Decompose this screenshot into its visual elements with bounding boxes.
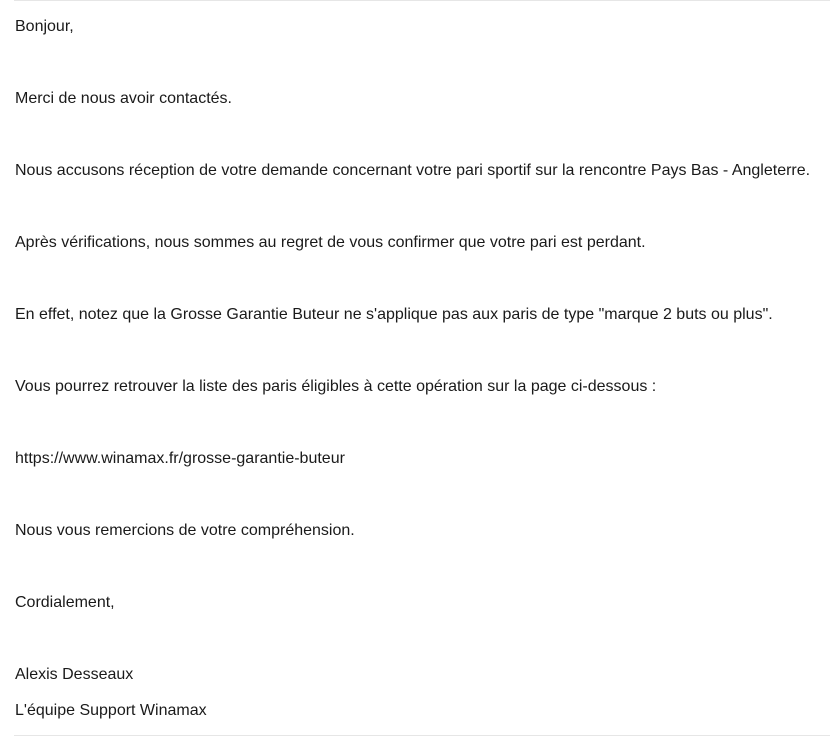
top-divider <box>14 0 830 1</box>
verification-text: Après vérifications, nous sommes au regret de vous confirmer que votre pari est perdant. <box>15 234 646 251</box>
acknowledgement-text: Nous accusons réception de votre demande concernant votre pari sportif sur la rencontre Pays Bas - Angleterre. <box>15 162 811 179</box>
thanks-text: Merci de nous avoir contactés. <box>15 90 232 107</box>
eligible-list-text: Vous pourrez retrouver la liste des paris éligibles à cette opération sur la page ci-dessous : <box>15 378 657 395</box>
signature-team: L'équipe Support Winamax <box>15 702 207 719</box>
bottom-divider <box>14 735 830 736</box>
guarantee-page-link[interactable]: https://www.winamax.fr/grosse-garantie-buteur <box>15 450 345 467</box>
greeting-text: Bonjour, <box>15 18 74 35</box>
sign-off-text: Cordialement, <box>15 594 115 611</box>
signature-name: Alexis Desseaux <box>15 666 134 683</box>
explanation-text: En effet, notez que la Grosse Garantie Buteur ne s'applique pas aux paris de type "marque 2 buts ou plus". <box>15 306 773 323</box>
closing-thanks-text: Nous vous remercions de votre compréhension. <box>15 522 355 539</box>
